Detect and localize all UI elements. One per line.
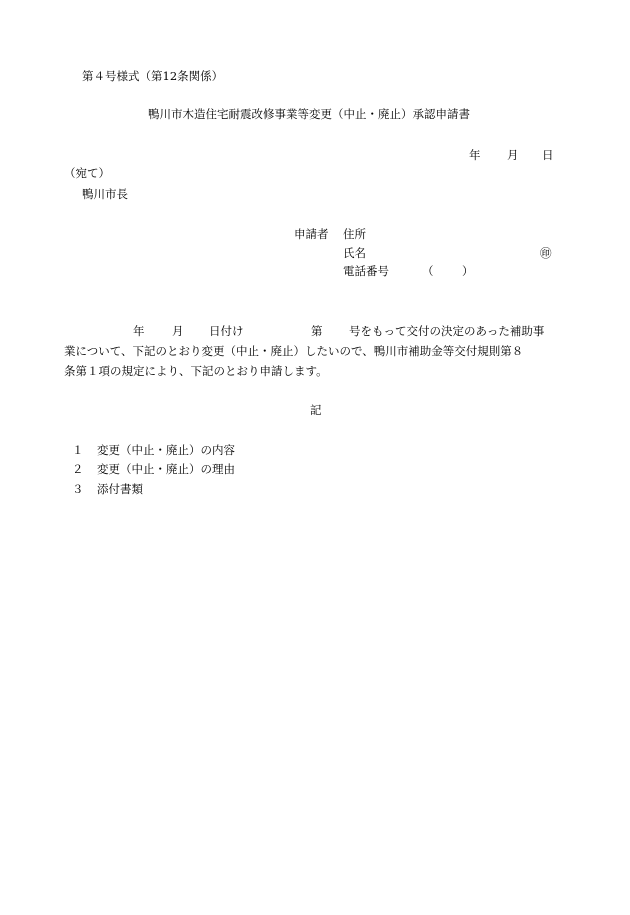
phone-paren-close: ） [462, 264, 474, 278]
addressee-name: 鴨川市長 [82, 187, 128, 201]
seal-mark: ㊞ [540, 246, 552, 260]
applicant-label: 申請者 [294, 227, 329, 241]
item-number: １ [72, 443, 84, 457]
date-year: 年 [469, 148, 481, 162]
body-line1-rest: 号をもって交付の決定のあった補助事 [349, 324, 545, 338]
phone-label: 電話番号 [343, 264, 389, 278]
item-number: ２ [72, 462, 84, 476]
phone-paren-open: （ [422, 264, 434, 278]
addressee-prefix: （宛て） [64, 166, 110, 180]
address-label: 住所 [343, 227, 366, 241]
date-month: 月 [507, 148, 519, 162]
form-number: 第４号様式（第12条関係） [82, 69, 224, 83]
body-month: 月 [172, 324, 184, 338]
ki-heading: 記 [310, 403, 322, 417]
document-title: 鴨川市木造住宅耐震改修事業等変更（中止・廃止）承認申請書 [148, 107, 470, 121]
item-text: 変更（中止・廃止）の理由 [97, 462, 235, 476]
body-date-suffix: 日付け [209, 324, 244, 338]
date-day: 日 [542, 148, 554, 162]
body-number-prefix: 第 [311, 324, 323, 338]
body-line3: 条第１項の規定により、下記のとおり申請します。 [64, 364, 328, 378]
body-year: 年 [133, 324, 145, 338]
item-number: ３ [72, 482, 84, 496]
body-line2: 業について、下記のとおり変更（中止・廃止）したいので、鴨川市補助金等交付規則第８ [64, 344, 524, 358]
item-text: 添付書類 [97, 482, 143, 496]
item-text: 変更（中止・廃止）の内容 [97, 443, 235, 457]
name-label: 氏名 [343, 246, 366, 260]
